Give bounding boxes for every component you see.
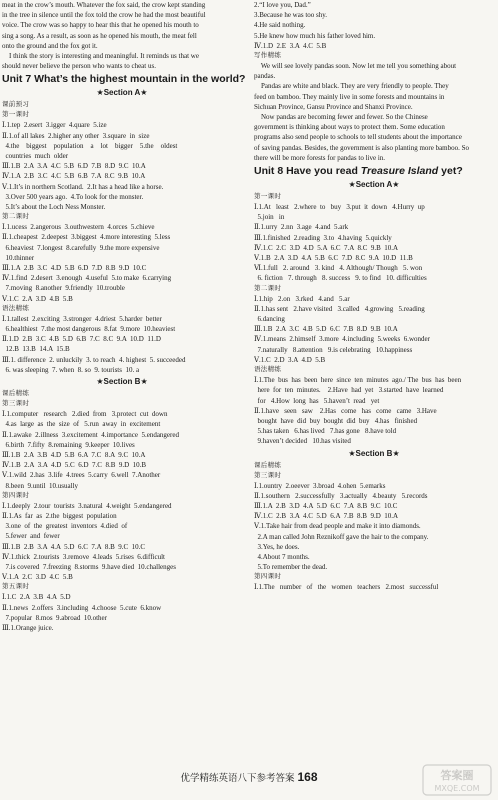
answer-line: 3.Yes, he does. — [254, 542, 300, 551]
answer-line: Ⅱ.1.news 2.offers 3.including 4.choose 5.cute 6.know — [2, 603, 162, 612]
svg-text:MXQE.COM: MXQE.COM — [434, 784, 480, 793]
answer-line: Ⅲ.1.B 2.B 3.A 4.A 5.D 6.C 7.A 8.B 9.C 10.C — [2, 542, 146, 551]
answer-line: Ⅲ.1.A 2.B 3.C 4.D 5.B 6.D 7.D 8.B 9.D 10.C — [2, 264, 147, 273]
answer-line: 12.B 13.B 14.A 15.B — [2, 345, 70, 354]
lesson-label: 第五课时 — [2, 583, 30, 591]
answer-line: 6. fiction 7. through 8. success 9. to find 10. difficulties — [254, 274, 427, 283]
lesson-label: 第一课时 — [254, 193, 282, 201]
answer-line: Ⅳ.1.means 2.himself 3.more 4.including 5.weeks 6.wonder — [254, 335, 430, 344]
answer-line: We will see lovely pandas soon. Now let me tell you something about — [254, 62, 457, 71]
answer-line: 5.has taken 6.has lived 7.has gone 8.have told — [254, 427, 397, 436]
answer-line: Ⅱ.1.cheapest 2.deepest 3.biggest 4.more interesting 5.less — [2, 233, 171, 242]
lesson-label: 第三课时 — [254, 471, 282, 479]
answer-line: Ⅰ.1.At least 2.where to buy 3.put it down 4.Hurry up — [254, 203, 425, 212]
section-heading: ★Section B★ — [96, 377, 148, 387]
unit-title-text: Have you read — [286, 165, 361, 178]
lesson-label: 第二课时 — [2, 213, 30, 221]
answer-line: Ⅱ.1.southern 2.successfully 3.actually 4.beauty 5.records — [254, 491, 428, 500]
lesson-label: 语法精练 — [254, 366, 282, 374]
answer-line: Ⅰ.1.C 2.A 3.B 4.A 5.D — [2, 593, 71, 602]
answer-line: 5.It’s about the Loch Ness Monster. — [2, 203, 106, 212]
answer-line: Ⅰ.1.ountry 2.oeever 3.broad 4.ohen 5.emarks — [254, 481, 386, 490]
answer-line: Ⅱ.1.has sent 2.have visited 3.called 4.growing 5.reading — [254, 304, 425, 313]
answer-line: government is thinking about ways to protect them. Some education — [254, 123, 445, 132]
answer-line: Ⅲ.1. difference 2. unluckily 3. to reach 4. highest 5. succeeded — [2, 355, 186, 364]
answer-line: Sichuan Province, Gansu Province and Shanxi Province. — [254, 102, 413, 111]
answer-line: here for ten minutes. 2.Have had yet 3.started have learned — [254, 386, 444, 395]
answer-line: Pandas are white and black. They are very friendly to people. They — [254, 82, 449, 91]
answer-line: Ⅱ.1.of all lakes 2.higher any other 3.square in size — [2, 131, 150, 140]
answer-line: in the tree in silence until the fox told the crow he had the most beautiful — [2, 11, 206, 20]
answer-line: Ⅲ.1.A 2.B 3.D 4.A 5.D 6.C 7.A 8.B 9.C 10.C — [254, 501, 398, 510]
answer-line: 5.To remember the dead. — [254, 563, 328, 572]
answer-line: 9.haven’t decided 10.has visited — [254, 437, 351, 446]
svg-text:答案圈: 答案圈 — [440, 769, 474, 782]
answer-line: Ⅲ.1.B 2.A 3.A 4.C 5.B 6.D 7.B 8.D 9.C 10.A — [2, 162, 146, 171]
answer-line: 3.one of the greatest inventors 4.died of — [2, 522, 128, 531]
lesson-label: 课前预习 — [2, 101, 30, 109]
answer-line: 4.as large as the size of 5.run away in excitement — [2, 420, 161, 429]
answer-line: 7.is covered 7.freezing 8.storms 9.have died 10.challenges — [2, 562, 176, 571]
lesson-label: 课后精练 — [2, 390, 30, 398]
answer-line: 7.moving 8.another 9.friendly 10.trouble — [2, 284, 125, 293]
lesson-label: 第四课时 — [2, 491, 30, 499]
answer-line: Ⅳ.1.A 2.B 3.C 4.C 5.B 6.B 7.A 8.C 9.B 10.A — [2, 172, 146, 181]
lesson-label: 第四课时 — [254, 573, 282, 581]
answer-line: Ⅲ.1.B 2.A 3.B 4.D 5.B 6.A 7.C 8.A 9.C 10.A — [2, 450, 146, 459]
answer-line: Ⅳ.1.C 2.C 3.D 4.D 5.A 6.C 7.A 8.C 9.B 10.A — [254, 243, 399, 252]
answer-line: of saving pandas. Besides, the government is also planting more bamboo. So — [254, 143, 470, 152]
answer-line: Ⅱ.1.awake 2.illness 3.excitement 4.importance 5.endangered — [2, 430, 179, 439]
answer-line: Ⅱ.1.urry 2.nn 3.age 4.and 5.ark — [254, 223, 349, 232]
unit-number: Unit 8 — [254, 165, 284, 178]
answer-line: Ⅰ.1.ucess 2.angerous 3.outhwestern 4.orces 5.chieve — [2, 223, 155, 232]
answer-line: Ⅳ.1.C 2.B 3.A 4.C 5.D 6.A 7.B 8.B 9.D 10.A — [254, 512, 399, 521]
section-heading: ★Section A★ — [96, 88, 148, 98]
answer-line: Ⅰ.1.tallest 2.exciting 3.stronger 4.driest 5.harder better — [2, 314, 162, 323]
answer-line: Ⅰ.1.computer research 2.died from 3.protect cut down — [2, 410, 168, 419]
answer-line: Ⅰ.1.hip 2.on 3.rked 4.and 5.ar — [254, 294, 350, 303]
answer-line: for 4.How long has 5.haven’t read yet — [254, 396, 380, 405]
answer-line: 6. was sleeping 7. when 8. so 9. tourists 10. a — [2, 365, 140, 374]
answer-line: 5.He knew how much his father loved him. — [254, 31, 376, 40]
unit-heading — [254, 164, 494, 178]
answer-line: 6.healthiest 7.the most dangerous 8.fat 9.more 10.heaviest — [2, 325, 176, 334]
watermark-logo — [422, 764, 492, 796]
answer-line: 5.fewer and fewer — [2, 532, 60, 541]
answer-line: 6.dancing — [254, 315, 285, 324]
unit-title-tail: yet? — [438, 165, 463, 178]
lesson-label: 第二课时 — [254, 284, 282, 292]
lesson-label: 写作精练 — [254, 52, 282, 60]
answer-line: Ⅲ.1.Orange juice. — [2, 623, 54, 632]
answer-line: Ⅴ.1.wild 2.has 3.life 4.trees 5.carry 6.well 7.Another — [2, 471, 161, 480]
answer-line: Ⅱ.1.As far as 2.the biggest population — [2, 511, 117, 520]
footer-title: 优学精练英语八下参考答案 — [180, 773, 295, 784]
answer-line: 4.the biggest population a lot bigger 5.the oldest — [2, 141, 178, 150]
answer-line: Ⅵ.1.full 2. around 3. kind 4. Although/ Though 5. won — [254, 264, 423, 273]
answer-line: 2.A man called John Reznikoff gave the hair to the company. — [254, 532, 429, 541]
answer-line: bought have did buy bought did buy 4.has finished — [254, 416, 418, 425]
unit-title-text: What’s the highest mountain in the world? — [34, 73, 246, 86]
answer-line: feed on bamboo. They mainly live in some forests and mountains in — [254, 92, 445, 101]
answer-line: 6.heaviest 7.longest 8.carefully 9.the more expensive — [2, 243, 160, 252]
answer-line: sing a song. As a result, as soon as he opened his mouth, the meat fell — [2, 31, 197, 40]
page-number: 168 — [297, 770, 318, 784]
answer-line: should never believe the person who wants to cheat us. — [2, 62, 156, 71]
answer-line: 6.birth 7.fifty 8.remaining 9.keeper 10.lives — [2, 440, 135, 449]
answer-line: Ⅲ.1.B 2.A 3.C 4.B 5.D 6.C 7.B 8.D 9.B 10.A — [254, 325, 398, 334]
answer-line: 3.Over 500 years ago. 4.To look for the monster. — [2, 192, 144, 201]
answer-line: Ⅰ.1.tep 2.esert 3.igger 4.quare 5.ize — [2, 121, 107, 130]
answer-line: voice. The crow was so happy to hear this that he opened his mouth to — [2, 21, 199, 30]
answer-line: Ⅰ.1.The number of the women teachers 2.most successful — [254, 583, 439, 592]
answer-line: there will be more forests for pandas to live in. — [254, 153, 386, 162]
answer-line: 5.join in — [254, 213, 285, 222]
lesson-label: 课后精练 — [254, 461, 282, 469]
unit-number: Unit 7 — [2, 73, 32, 86]
answer-line: Ⅰ.1.The bus has been here since ten minutes ago./ The bus has been — [254, 376, 462, 385]
answer-line: 7.naturally 8.attention 9.is celebrating 10.happiness — [254, 345, 413, 354]
answer-line: onto the ground and the fox got it. — [2, 41, 98, 50]
left-column — [2, 0, 246, 633]
answer-line: programs also send people to schools to tell students about the importance — [254, 133, 462, 142]
answer-line: Ⅴ.1.C 2.D 3.A 4.D 5.B — [254, 355, 326, 364]
answer-line: I think the story is interesting and meaningful. It reminds us that we — [2, 52, 199, 61]
answer-line: pandas. — [254, 72, 276, 81]
answer-line: Ⅱ.1.D 2.B 3.C 4.B 5.D 6.B 7.C 8.C 9.A 10.D 11.D — [2, 335, 161, 344]
lesson-label: 第三课时 — [2, 400, 30, 408]
section-heading: ★Section A★ — [348, 180, 400, 190]
unit-title-book: Treasure Island — [360, 165, 439, 178]
answer-line: 2.“I love you, Dad.” — [254, 1, 311, 9]
answer-line: Ⅴ.1.Take hair from dead people and make it into diamonds. — [254, 522, 421, 531]
answer-line: 8.been 9.until 10.usually — [2, 481, 79, 490]
answer-line: Ⅲ.1.finished 2.reading 3.to 4.having 5.quickly — [254, 233, 392, 242]
answer-line: Ⅴ.1.C 2.A 3.D 4.B 5.B — [2, 294, 73, 303]
right-column — [254, 0, 494, 593]
unit-heading — [2, 72, 246, 86]
answer-line: countries much older — [2, 152, 69, 161]
lesson-label: 第一课时 — [2, 111, 30, 119]
answer-line: 4.He said nothing. — [254, 21, 306, 30]
answer-line: Ⅳ.1.B 2.A 3.A 4.D 5.C 6.D 7.C 8.B 9.D 10.B — [2, 461, 147, 470]
answer-line: 3.Because he was too shy. — [254, 11, 328, 20]
answer-line: Ⅳ.1.D 2.E 3.A 4.C 5.B — [254, 41, 327, 50]
answer-line: meat in the crow’s mouth. Whatever the fox said, the crow kept standing — [2, 1, 206, 9]
answer-line: 7.popular 8.mos 9.abroad 10.other — [2, 613, 107, 622]
answer-line: Ⅱ.1.have seen saw 2.Has come has come came 3.Have — [254, 406, 437, 415]
answer-line: Ⅰ.1.deeply 2.tour tourists 3.natural 4.weight 5.endangered — [2, 501, 172, 510]
answer-line: Ⅳ.1.thick 2.tourists 3.remove 4.leads 5.rises 6.difficult — [2, 552, 165, 561]
answer-line: Now pandas are becoming fewer and fewer. So the Chinese — [254, 113, 428, 122]
answer-line: 10.thinner — [2, 253, 35, 262]
lesson-label: 语法精练 — [2, 304, 30, 312]
answer-line: Ⅴ.1.B 2.A 3.D 4.A 5.B 6.C 7.D 8.C 9.A 10.D 11.B — [254, 254, 413, 263]
answer-line: Ⅴ.1.It’s in northern Scotland. 2.It has a head like a horse. — [2, 182, 164, 191]
answer-line: 4.About 7 months. — [254, 552, 310, 561]
answer-line: Ⅳ.1.find 2.desert 3.enough 4.useful 5.to make 6.carrying — [2, 274, 172, 283]
section-heading: ★Section B★ — [348, 448, 400, 458]
answer-line: Ⅴ.1.A 2.C 3.D 4.C 5.B — [2, 573, 73, 582]
